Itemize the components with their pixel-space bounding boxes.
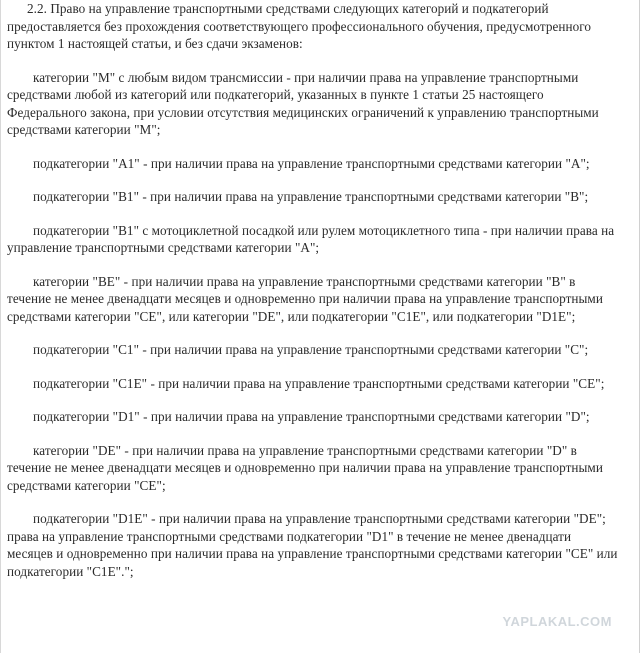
- item-subcategory-c1e: подкатегории "C1E" - при наличии права на управление транспортными средствами категории "CE";: [33, 375, 605, 391]
- intro-paragraph: 2.2. Право на управление транспортными средствами следующих категорий и подкатегорий предоставляется без прохождения соответствующего профессионального обучения, предусмотренного пунктом 1 настоящей статьи, и без сдачи экзаменов:: [7, 1, 592, 51]
- item-category-m: категории "M" с любым видом трансмиссии - при наличии права на управление транспортными средствами любой из категорий или подкатегорий, указанных в пункте 1 статьи 25 настоящего Федерального закона, при условии отсутствия медицинских ограничений к управлению транспортными средствами категории "M";: [7, 69, 599, 137]
- item-subcategory-b1-moto: подкатегории "B1" с мотоциклетной посадкой или рулем мотоциклетного типа - при наличии права на управление транспортными средствами категории "A";: [7, 222, 615, 255]
- law-text: [7, 0, 619, 596]
- item-category-de: категории "DE" - при наличии права на управление транспортными средствами категории "D" в течение не менее двенадцати месяцев и одновременно при наличии права на управление транспортными средствами категории "CE";: [7, 442, 603, 493]
- item-category-be: категории "BE" - при наличии права на управление транспортными средствами категории "B" в течение не менее двенадцати месяцев и одновременно при наличии права на управление транспортными средствами категории "CE", или категории "DE", или подкатегории "C1E", или подкатегории "D1E";: [7, 273, 603, 324]
- item-subcategory-a1: подкатегории "A1" - при наличии права на управление транспортными средствами категории "A";: [33, 155, 590, 171]
- item-subcategory-c1: подкатегории "C1" - при наличии права на управление транспортными средствами категории "C";: [33, 342, 589, 357]
- item-subcategory-d1e: подкатегории "D1E" - при наличии права на управление транспортными средствами категории "DE"; права на управление транспортными средствами подкатегории "D1" в течение не менее двенадцати месяцев и одновременно при наличии права на управление транспортными средствами категории "CE" или подкатегории "C1E".";: [7, 511, 618, 579]
- item-subcategory-d1: подкатегории "D1" - при наличии права на управление транспортными средствами категории "D";: [33, 409, 590, 424]
- site-watermark: YAPLAKAL.COM: [502, 614, 612, 629]
- item-subcategory-b1: подкатегории "B1" - при наличии права на управление транспортными средствами категории "B";: [33, 189, 589, 204]
